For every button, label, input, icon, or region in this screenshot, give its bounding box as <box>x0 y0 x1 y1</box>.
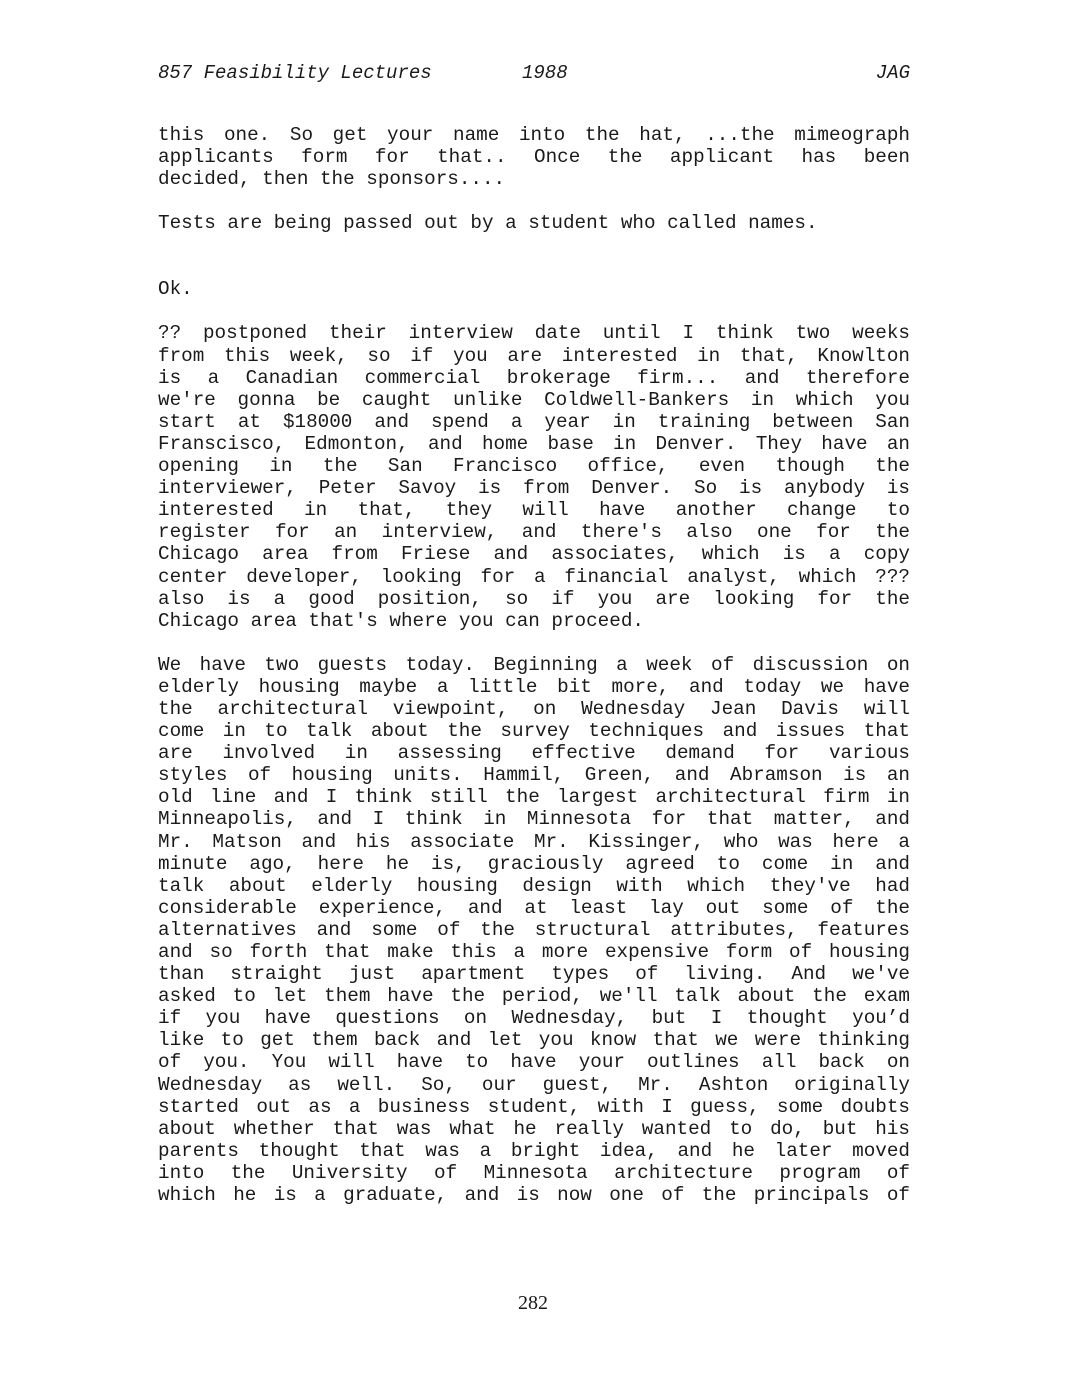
text-line: start at $18000 and spend a year in training between San <box>158 410 910 433</box>
header-year: 1988 <box>522 62 568 84</box>
paragraph-5 <box>158 654 910 1206</box>
text-line: which he is a graduate, and is now one of the principals of <box>158 1184 910 1207</box>
text-line: we're gonna be caught unlike Coldwell-Bankers in which you <box>158 388 910 411</box>
text-line: Ok. <box>158 278 193 301</box>
paragraph-3 <box>158 278 910 300</box>
text-line: of you. You will have to have your outlines all back on <box>158 1051 910 1074</box>
text-line: if you have questions on Wednesday, but I thought you’d <box>158 1007 910 1030</box>
text-line: ?? postponed their interview date until I think two weeks <box>158 322 910 345</box>
text-line: opening in the San Francisco office, even though the <box>158 455 910 478</box>
text-line: are involved in assessing effective demand for various <box>158 742 910 765</box>
text-line: parents thought that was a bright idea, and he later moved <box>158 1139 910 1162</box>
text-line: about whether that was what he really wanted to do, but his <box>158 1117 910 1140</box>
text-line: register for an interview, and there's also one for the <box>158 521 910 544</box>
text-line: started out as a business student, with I guess, some doubts <box>158 1095 910 1118</box>
text-line: into the University of Minnesota architecture program of <box>158 1161 910 1184</box>
text-line: minute ago, here he is, graciously agreed to come in and <box>158 852 910 875</box>
text-line: applicants form for that.. Once the applicant has been <box>158 146 910 169</box>
text-line: styles of housing units. Hammil, Green, and Abramson is an <box>158 764 910 787</box>
text-line: considerable experience, and at least lay out some of the <box>158 896 910 919</box>
text-line: interested in that, they will have another change to <box>158 499 910 522</box>
text-line: is a Canadian commercial brokerage firm... and therefore <box>158 366 910 389</box>
text-line: come in to talk about the survey techniques and issues that <box>158 720 910 743</box>
page-number: 282 <box>518 1292 548 1314</box>
page-header <box>158 62 910 88</box>
text-line: We have two guests today. Beginning a week of discussion on <box>158 653 910 676</box>
header-title: 857 Feasibility Lectures <box>158 62 432 84</box>
text-line: from this week, so if you are interested in that, Knowlton <box>158 344 910 367</box>
text-line: also is a good position, so if you are looking for the <box>158 587 910 610</box>
text-line: like to get them back and let you know that we were thinking <box>158 1029 910 1052</box>
paragraph-4 <box>158 322 910 631</box>
text-line: Mr. Matson and his associate Mr. Kissinger, who was here a <box>158 830 910 853</box>
text-line: Franscisco, Edmonton, and home base in Denver. They have an <box>158 432 910 455</box>
text-line: this one. So get your name into the hat, ...the mimeograph <box>158 124 910 146</box>
text-line: decided, then the sponsors.... <box>158 168 506 191</box>
header-initials: JAG <box>875 62 910 84</box>
text-line: alternatives and some of the structural attributes, features <box>158 918 910 941</box>
text-line: asked to let them have the period, we'll talk about the exam <box>158 985 910 1008</box>
paragraph-2 <box>158 212 910 234</box>
text-line: old line and I think still the largest architectural firm in <box>158 786 910 809</box>
text-line: Minneapolis, and I think in Minnesota for that matter, and <box>158 808 910 831</box>
paragraph-1 <box>158 124 910 190</box>
text-line: Chicago area from Friese and associates, which is a copy <box>158 543 910 566</box>
text-line: Chicago area that's where you can proceed. <box>158 609 644 632</box>
text-line: Wednesday as well. So, our guest, Mr. Ashton originally <box>158 1073 910 1096</box>
text-line: center developer, looking for a financial analyst, which ??? <box>158 565 910 588</box>
text-line: talk about elderly housing design with which they've had <box>158 874 910 897</box>
text-line: and so forth that make this a more expensive form of housing <box>158 941 910 963</box>
text-line: than straight just apartment types of living. And we've <box>158 963 910 986</box>
body-text <box>158 124 910 1228</box>
text-line: the architectural viewpoint, on Wednesday Jean Davis will <box>158 697 910 720</box>
text-line: interviewer, Peter Savoy is from Denver. So is anybody is <box>158 477 910 500</box>
text-line: elderly housing maybe a little bit more, and today we have <box>158 675 910 698</box>
text-line: Tests are being passed out by a student who called names. <box>158 212 818 235</box>
